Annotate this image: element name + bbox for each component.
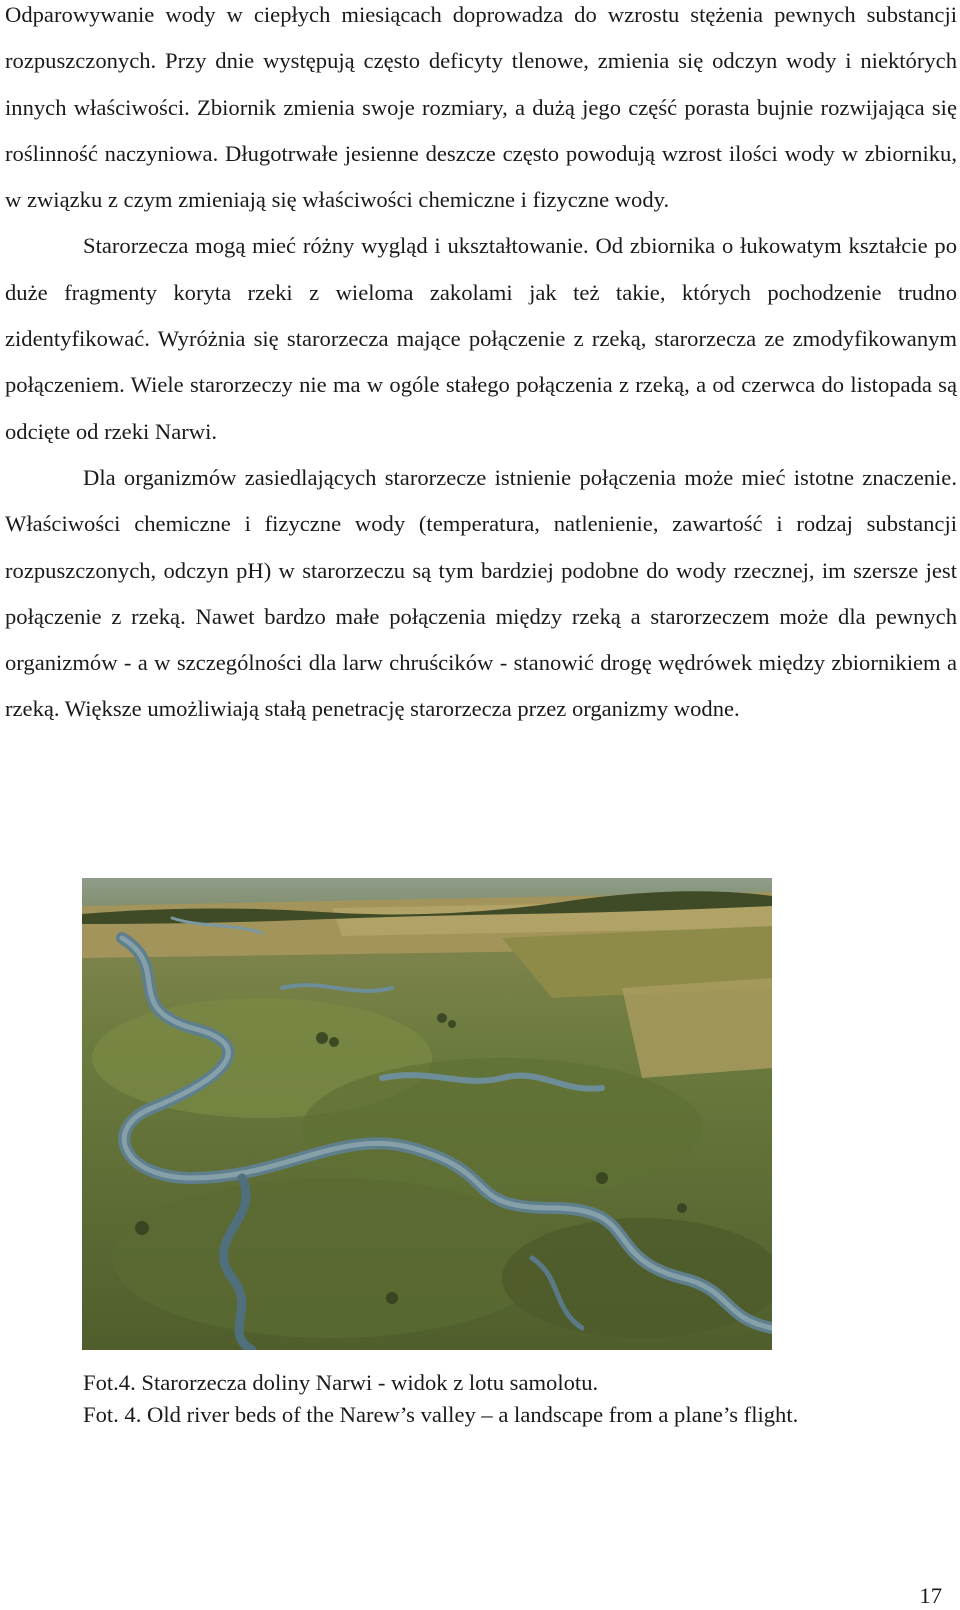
paragraph-1: Odparowywanie wody w ciepłych miesiącach doprowadza do wzrostu stężenia pewnych substancji rozpuszczonych. Przy dnie występują często deficyty tlenowe, zmienia się odczyn wody i niektórych innych właściwości. Zbiornik zmienia swoje rozmiary, a dużą jego część porasta bujnie rozwijająca się roślinność naczyniowa. Długotrwałe jesienne deszcze często powodują wzrost ilości wody w zbiorniku, w związku z czym zmieniają się właściwości chemiczne i fizyczne wody. xyxy=(5,2,957,213)
paragraph-3: Dla organizmów zasiedlających starorzecze istnienie połączenia może mieć istotne znaczenie. Właściwości chemiczne i fizyczne wody (temperatura, natlenienie, zawartość i rodzaj substancji rozpuszczonych, odczyn pH) w starorzeczu są tym bardziej podobne do wody rzecznej, im szersze jest połączenie z rzeką. Nawet bardzo małe połączenia między rzeką a starorzeczem może dla pewnych organizmów - a w szczególności dla larw chruścików - stanowić drogę wędrówek między zbiornikiem a rzeką. Większe umożliwiają stałą penetrację starorzecza przez organizmy wodne. xyxy=(5,464,957,722)
figure-caption-en: Fot. 4. Old river beds of the Narew’s valley – a landscape from a plane’s flight. xyxy=(83,1402,799,1427)
page-number: 17 xyxy=(919,1583,942,1608)
aerial-photo-narew-valley xyxy=(82,878,772,1350)
body-text xyxy=(5,0,957,733)
figure-caption-pl: Fot.4. Starorzecza doliny Narwi - widok z lotu samolotu. xyxy=(83,1370,599,1395)
paragraph-2: Starorzecza mogą mieć różny wygląd i ukształtowanie. Od zbiornika o łukowatym kształcie po duże fragmenty koryta rzeki z wieloma zakolami jak też takie, których pochodzenie trudno zidentyfikować. Wyróżnia się starorzecza mające połączenie z rzeką, starorzecza ze zmodyfikowanym połączeniem. Wiele starorzeczy nie ma w ogóle stałego połączenia z rzeką, a od czerwca do listopada są odcięte od rzeki Narwi. xyxy=(5,233,957,444)
